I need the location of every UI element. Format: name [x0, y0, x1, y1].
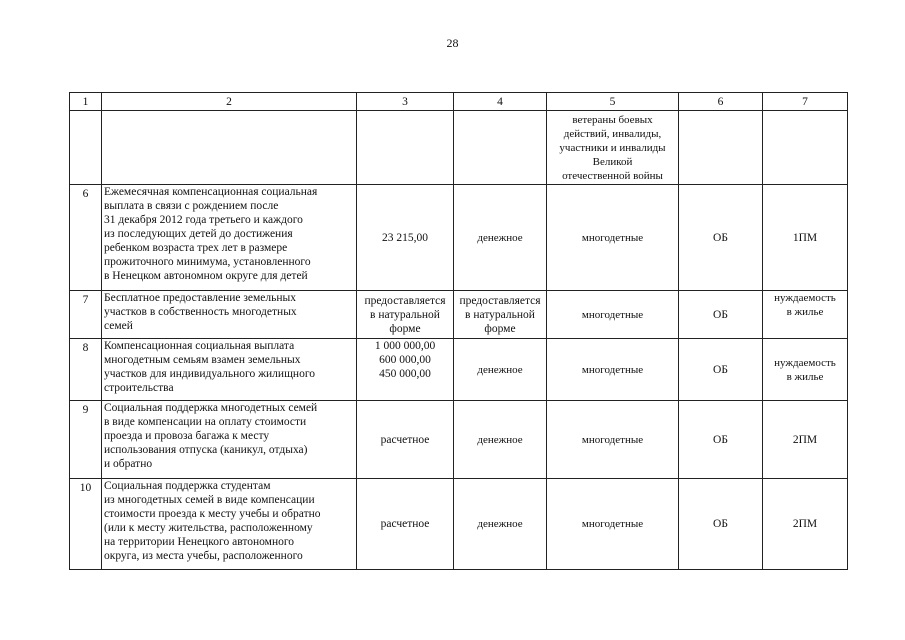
- header-col-4: 4: [454, 93, 547, 111]
- row-category: многодетные: [547, 291, 679, 339]
- description-line: прожиточного минимума, установленного: [104, 256, 311, 268]
- row-budget: ОБ: [679, 185, 763, 291]
- amount-line: 1 000 000,00: [374, 340, 436, 352]
- continuation-row: [70, 111, 848, 185]
- row-number: 8: [70, 339, 102, 401]
- description-line: в виде компенсации на оплату стоимости: [104, 416, 307, 428]
- header-col-2: 2: [102, 93, 357, 111]
- description-line: на территории Ненецкого автономного: [104, 536, 295, 548]
- page-number: 28: [446, 36, 459, 50]
- cell-empty: [454, 111, 547, 185]
- criterion-line: 1ПМ: [792, 231, 818, 244]
- amount-line: в натуральной: [370, 308, 440, 321]
- header-row: [70, 93, 848, 111]
- row-amount: [357, 291, 454, 339]
- row-description: [102, 339, 357, 401]
- description-line: ребенком возраста трех лет в размере: [104, 242, 288, 254]
- form-line: денежное: [477, 363, 523, 376]
- header-col-1: 1: [70, 93, 102, 111]
- cell-empty: [679, 111, 763, 185]
- description-line: 31 декабря 2012 года третьего и каждого: [104, 214, 303, 226]
- description-line: округа, из места учебы, расположенного: [104, 550, 303, 562]
- category-line: ветераны боевых: [572, 113, 653, 126]
- category-line: действий, инвалиды,: [563, 127, 662, 140]
- criterion-line: в жилье: [786, 370, 824, 383]
- description-line: Ежемесячная компенсационная социальная: [104, 186, 318, 198]
- row-form: [454, 339, 547, 401]
- cell-empty: [102, 111, 357, 185]
- row-form: [454, 185, 547, 291]
- row-form: [454, 291, 547, 339]
- row-number: 10: [70, 479, 102, 570]
- criterion-line: 2ПМ: [792, 518, 818, 530]
- continuation-category: [547, 111, 679, 185]
- amount-line: предоставляется: [364, 294, 446, 307]
- cell-empty: [763, 111, 848, 185]
- description-line: (или к месту жительства, расположенному: [104, 522, 313, 534]
- category-line: отечественной войны: [562, 169, 663, 182]
- row-criterion: [763, 401, 848, 479]
- criterion-line: нуждаемость: [774, 356, 836, 369]
- row-budget: ОБ: [679, 291, 763, 339]
- row-criterion: [763, 185, 848, 291]
- row-description: [102, 401, 357, 479]
- criterion-line: в жилье: [786, 306, 824, 318]
- row-description: [102, 479, 357, 570]
- description-line: многодетным семьям взамен земельных: [104, 354, 301, 366]
- description-line: проезда и провоза багажа к месту: [104, 430, 270, 442]
- form-line: в натуральной: [465, 308, 535, 321]
- amount-line: 450 000,00: [379, 368, 431, 380]
- row-budget: ОБ: [679, 339, 763, 401]
- row-number: 9: [70, 401, 102, 479]
- form-line: денежное: [477, 433, 523, 446]
- criterion-line: нуждаемость: [774, 292, 836, 304]
- header-col-5: 5: [547, 93, 679, 111]
- row-number: 6: [70, 185, 102, 291]
- cell-empty: [70, 111, 102, 185]
- row-form: [454, 479, 547, 570]
- row-description: [102, 185, 357, 291]
- description-line: использования отпуска (каникул, отдыха): [104, 444, 308, 456]
- row-number: 7: [70, 291, 102, 339]
- description-line: строительства: [104, 382, 174, 394]
- amount-line: расчетное: [380, 433, 430, 446]
- row-form: [454, 401, 547, 479]
- form-line: предоставляется: [459, 294, 541, 307]
- table-row: [70, 185, 848, 291]
- category-line: участники и инвалиды: [559, 141, 666, 154]
- table-row: [70, 339, 848, 401]
- benefits-table: [69, 92, 848, 570]
- row-category: многодетные: [547, 185, 679, 291]
- amount-line: расчетное: [380, 518, 430, 530]
- form-line: денежное: [477, 518, 523, 530]
- row-amount: [357, 339, 454, 401]
- row-amount: [357, 185, 454, 291]
- description-line: участков в собственность многодетных: [104, 306, 297, 318]
- row-amount: [357, 401, 454, 479]
- row-budget: ОБ: [679, 401, 763, 479]
- description-line: из последующих детей до достижения: [104, 228, 293, 240]
- amount-line: форме: [389, 322, 421, 335]
- table-row: [70, 401, 848, 479]
- row-description: [102, 291, 357, 339]
- description-line: выплата в связи с рождением после: [104, 200, 279, 212]
- description-line: стоимости проезда к месту учебы и обратно: [104, 508, 321, 520]
- row-category: многодетные: [547, 339, 679, 401]
- criterion-line: 2ПМ: [792, 433, 818, 446]
- row-category: многодетные: [547, 479, 679, 570]
- amount-line: 600 000,00: [379, 354, 431, 366]
- cell-empty: [357, 111, 454, 185]
- description-line: в Ненецком автономном округе для детей: [104, 270, 308, 282]
- row-budget: ОБ: [679, 479, 763, 570]
- row-amount: [357, 479, 454, 570]
- description-line: Бесплатное предоставление земельных: [104, 292, 297, 304]
- table-row: [70, 291, 848, 339]
- header-col-6: 6: [679, 93, 763, 111]
- header-col-7: 7: [763, 93, 848, 111]
- row-criterion: [763, 479, 848, 570]
- form-line: денежное: [477, 231, 523, 244]
- category-line: Великой: [592, 155, 633, 168]
- description-line: Социальная поддержка многодетных семей: [104, 402, 318, 414]
- description-line: из многодетных семей в виде компенсации: [104, 494, 315, 506]
- row-criterion: [763, 339, 848, 401]
- description-line: Компенсационная социальная выплата: [104, 340, 295, 352]
- description-line: участков для индивидуального жилищного: [104, 368, 316, 380]
- description-line: Социальная поддержка студентам: [104, 480, 271, 492]
- description-line: и обратно: [104, 458, 153, 470]
- row-criterion: [763, 291, 848, 339]
- form-line: форме: [484, 322, 516, 335]
- amount-line: 23 215,00: [382, 231, 428, 244]
- header-col-3: 3: [357, 93, 454, 111]
- table-row: [70, 479, 848, 570]
- description-line: семей: [104, 320, 133, 332]
- row-category: многодетные: [547, 401, 679, 479]
